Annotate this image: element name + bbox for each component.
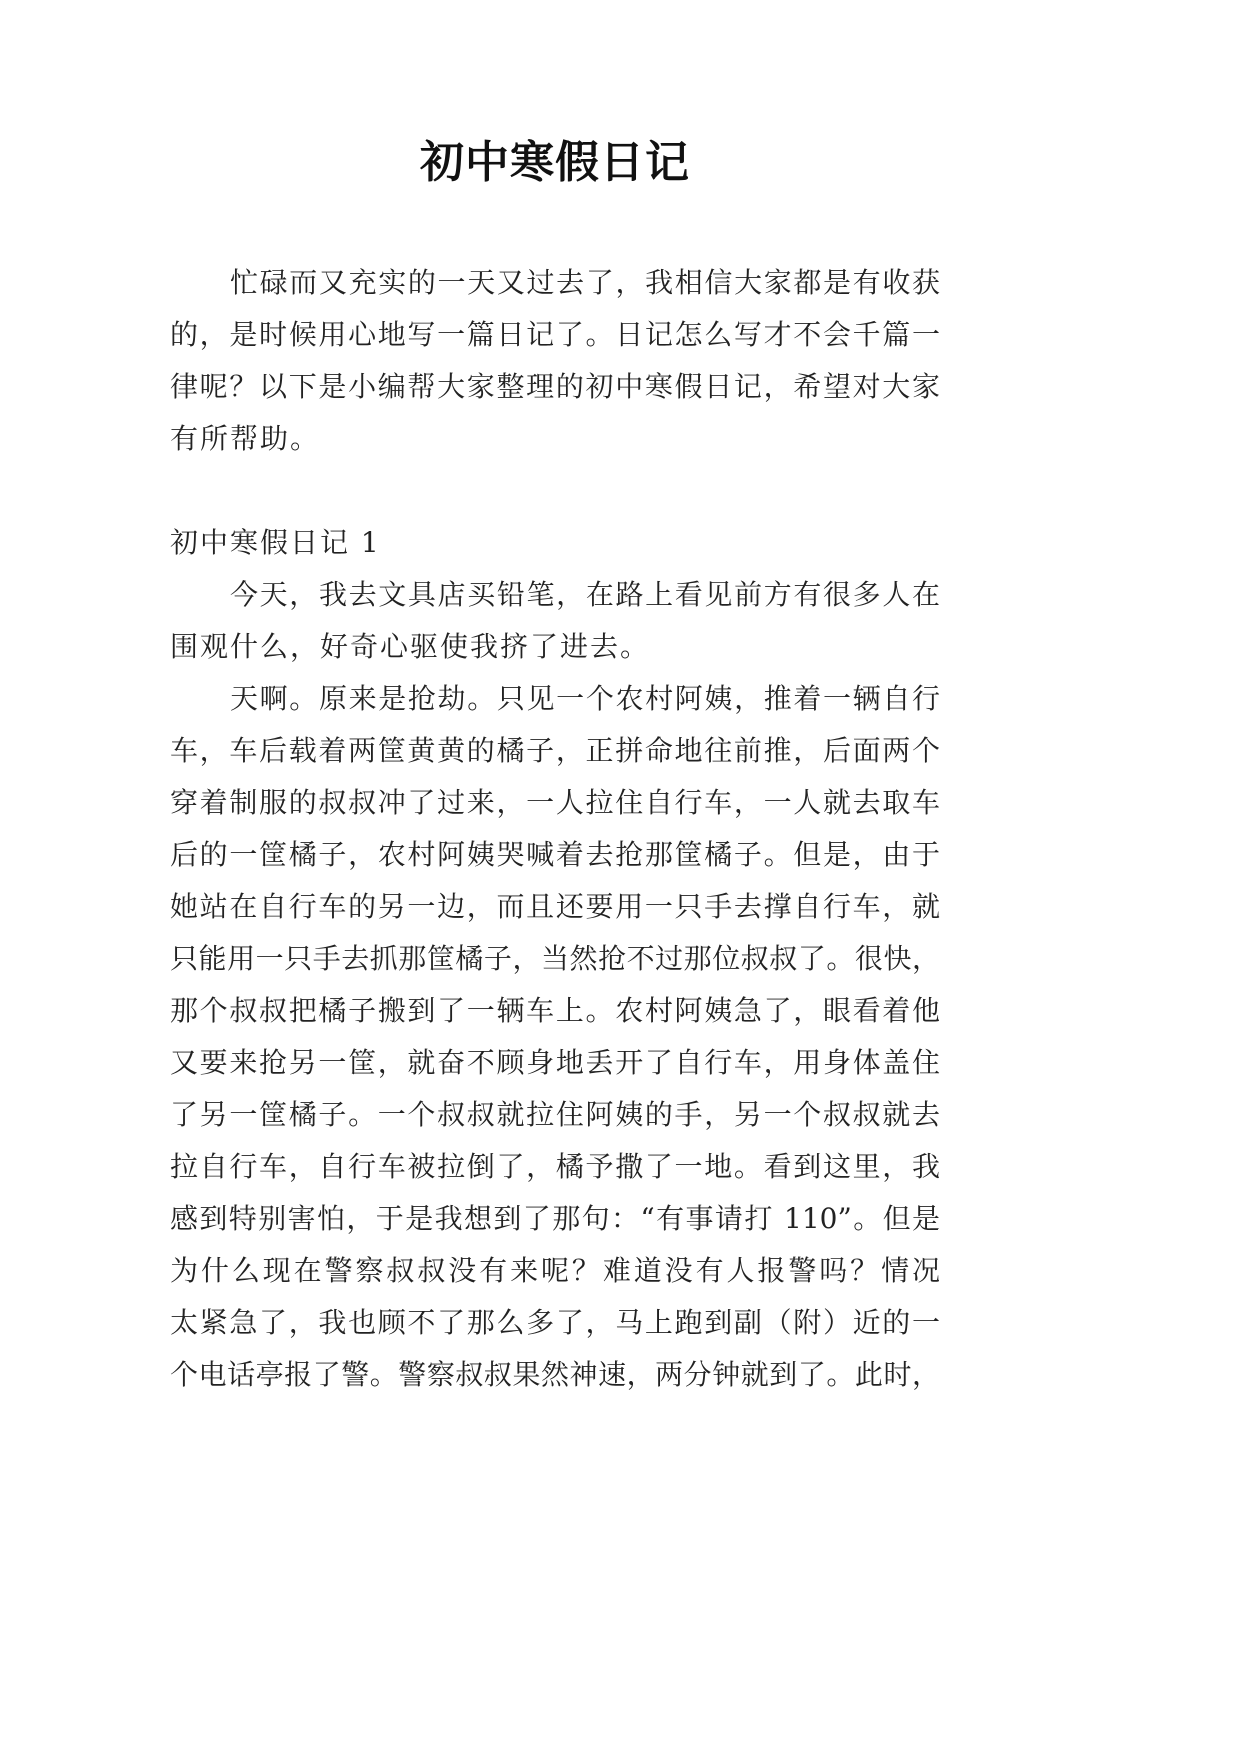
paragraph-line: 穿着制服的叔叔冲了过来，一人拉住自行车，一人就去取车 xyxy=(170,786,940,819)
page-title: 初中寒假日记 xyxy=(420,137,690,188)
paragraph-line: 又要来抢另一筐，就奋不顾身地丢开了自行车，用身体盖住 xyxy=(170,1046,940,1079)
paragraph-line: 感到特别害怕，于是我想到了那句：“有事请打 110”。但是 xyxy=(170,1202,940,1235)
paragraph-line: 车，车后载着两筐黄黄的橘子，正拼命地往前推，后面两个 xyxy=(170,734,940,767)
intro-paragraph xyxy=(170,257,940,465)
section-heading: 初中寒假日记 1 xyxy=(170,526,381,559)
paragraph-line: 个电话亭报了警。警察叔叔果然神速，两分钟就到了。此时， xyxy=(170,1358,940,1391)
paragraph-line: 后的一筐橘子，农村阿姨哭喊着去抢那筐橘子。但是，由于 xyxy=(170,838,940,871)
paragraph-line: 的，是时候用心地写一篇日记了。日记怎么写才不会千篇一 xyxy=(170,318,940,351)
paragraph-line: 太紧急了，我也顾不了那么多了，马上跑到副（附）近的一 xyxy=(170,1306,940,1339)
paragraph-line: 今天，我去文具店买铅笔，在路上看见前方有很多人在 xyxy=(230,578,940,611)
paragraph-line: 有所帮助。 xyxy=(170,422,321,455)
paragraph-line: 那个叔叔把橘子搬到了一辆车上。农村阿姨急了，眼看着他 xyxy=(170,994,940,1027)
paragraph-line: 天啊。原来是抢劫。只见一个农村阿姨，推着一辆自行 xyxy=(230,682,940,715)
diary-paragraph xyxy=(170,673,940,1401)
paragraph-line: 围观什么，好奇心驱使我挤了进去。 xyxy=(170,630,651,663)
paragraph-line: 忙碌而又充实的一天又过去了，我相信大家都是有收获 xyxy=(230,266,940,299)
paragraph-line: 为什么现在警察叔叔没有来呢？难道没有人报警吗？情况 xyxy=(170,1254,940,1287)
spacer xyxy=(170,465,940,517)
paragraph-line: 拉自行车，自行车被拉倒了，橘予撒了一地。看到这里，我 xyxy=(170,1150,940,1183)
paragraph-line: 了另一筐橘子。一个叔叔就拉住阿姨的手，另一个叔叔就去 xyxy=(170,1098,940,1131)
diary-paragraph xyxy=(170,569,940,673)
paragraph-line: 她站在自行车的另一边，而且还要用一只手去撑自行车，就 xyxy=(170,890,940,923)
paragraph-line: 只能用一只手去抓那筐橘子，当然抢不过那位叔叔了。很快， xyxy=(170,942,940,975)
document-body xyxy=(170,257,940,1401)
paragraph-line: 律呢？以下是小编帮大家整理的初中寒假日记，希望对大家 xyxy=(170,370,940,403)
